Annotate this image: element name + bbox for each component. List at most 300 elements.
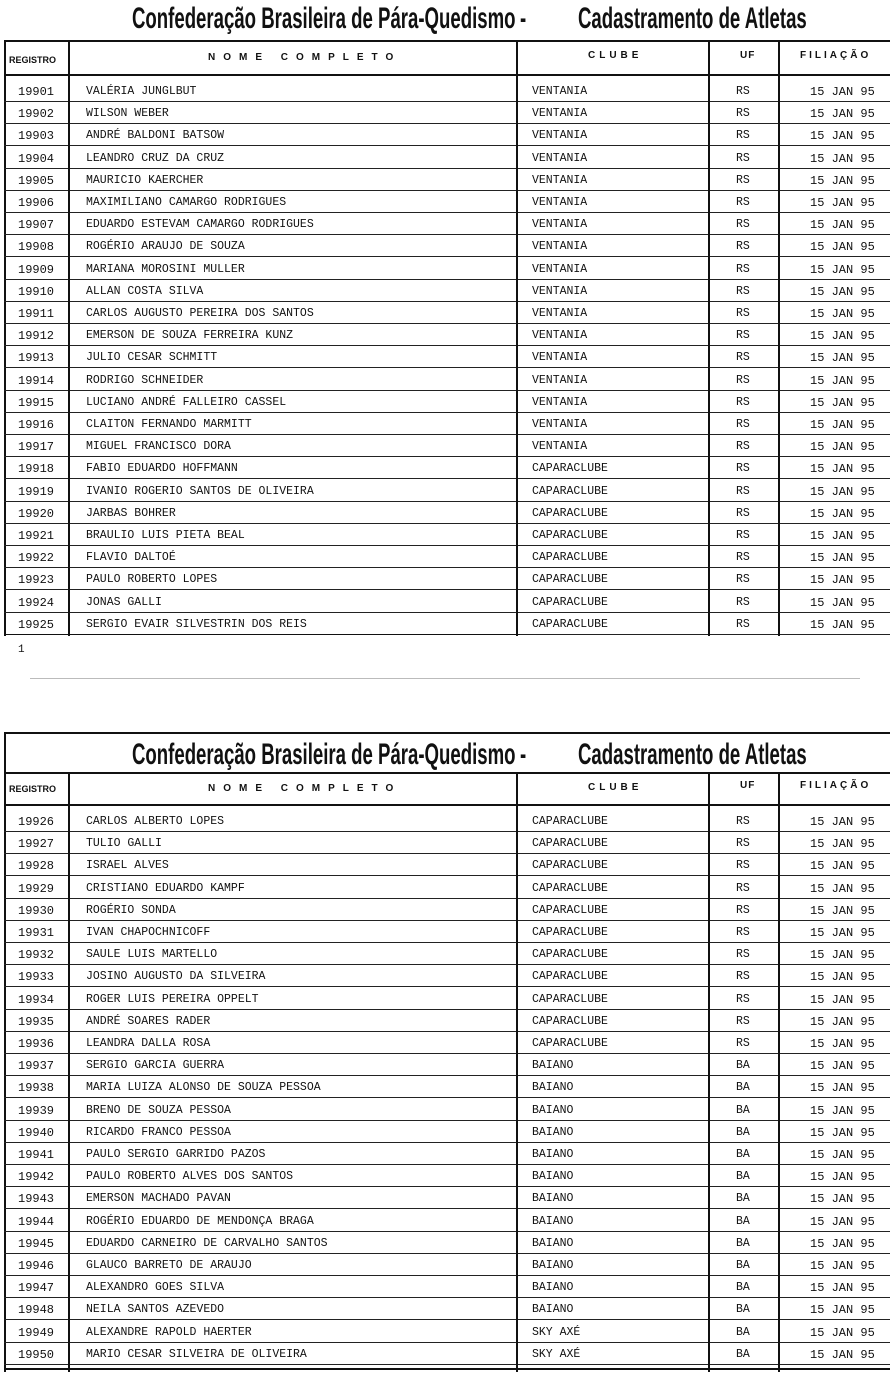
filiacao-cell: 15 JAN 95 bbox=[810, 529, 875, 543]
filiacao-cell: 15 JAN 95 bbox=[810, 815, 875, 829]
filiacao-cell: 15 JAN 95 bbox=[810, 1325, 875, 1340]
clube-cell: CAPARACLUBE bbox=[532, 1037, 608, 1050]
row-rule bbox=[70, 256, 516, 257]
row-rule bbox=[4, 367, 68, 368]
clube-cell: BAIANO bbox=[532, 1103, 574, 1117]
registro-cell: 19909 bbox=[18, 262, 55, 277]
row-rule bbox=[4, 853, 68, 854]
row-rule bbox=[780, 1009, 890, 1010]
row-rule bbox=[4, 545, 68, 546]
registro-cell: 19929 bbox=[18, 881, 55, 896]
uf-cell: RS bbox=[736, 551, 750, 565]
row-rule bbox=[4, 434, 68, 435]
uf-cell: BA bbox=[736, 1148, 750, 1161]
nome-cell: MARIA LUIZA ALONSO DE SOUZA PESSOA bbox=[86, 1081, 321, 1095]
nome-cell: SAULE LUIS MARTELLO bbox=[86, 948, 218, 962]
registro-cell: 19934 bbox=[18, 992, 55, 1007]
row-rule bbox=[780, 256, 890, 257]
nome-cell: MIGUEL FRANCISCO DORA bbox=[86, 440, 231, 454]
uf-cell: BA bbox=[736, 1059, 750, 1073]
row-rule bbox=[518, 545, 708, 546]
row-rule bbox=[70, 589, 516, 590]
uf-cell: BA bbox=[736, 1303, 750, 1317]
row-rule bbox=[70, 1231, 516, 1232]
row-rule bbox=[710, 212, 778, 213]
uf-cell: RS bbox=[736, 573, 750, 587]
clube-cell: CAPARACLUBE bbox=[532, 970, 608, 984]
row-rule bbox=[710, 190, 778, 191]
clube-cell: CAPARACLUBE bbox=[532, 484, 608, 498]
athlete-row bbox=[4, 992, 890, 1014]
row-rule bbox=[518, 1053, 708, 1054]
row-rule bbox=[710, 1231, 778, 1232]
clube-cell: CAPARACLUBE bbox=[532, 529, 608, 542]
row-rule bbox=[70, 1186, 516, 1187]
filiacao-cell: 15 JAN 95 bbox=[810, 1037, 875, 1051]
row-rule bbox=[710, 875, 778, 876]
row-rule bbox=[518, 831, 708, 832]
title-document: Cadastramento de Atletas bbox=[578, 738, 807, 771]
row-rule bbox=[70, 1031, 516, 1032]
row-rule bbox=[710, 301, 778, 302]
row-rule bbox=[780, 920, 890, 921]
clube-cell: CAPARACLUBE bbox=[532, 1014, 608, 1028]
filiacao-cell: 15 JAN 95 bbox=[810, 926, 875, 940]
athlete-row bbox=[4, 969, 890, 991]
row-rule bbox=[518, 323, 708, 324]
clube-cell: CAPARACLUBE bbox=[532, 617, 608, 631]
athlete-row bbox=[4, 1147, 890, 1169]
clube-cell: CAPARACLUBE bbox=[532, 815, 608, 828]
row-rule bbox=[780, 1186, 890, 1187]
registro-cell: 19905 bbox=[18, 173, 55, 188]
row-rule bbox=[70, 145, 516, 146]
row-rule bbox=[710, 412, 778, 413]
row-rule bbox=[780, 831, 890, 832]
filiacao-cell: 15 JAN 95 bbox=[810, 573, 875, 588]
row-rule bbox=[70, 920, 516, 921]
uf-cell: BA bbox=[736, 1103, 750, 1117]
filiacao-cell: 15 JAN 95 bbox=[810, 1059, 875, 1074]
row-rule bbox=[780, 190, 890, 191]
row-rule bbox=[70, 964, 516, 965]
row-rule bbox=[70, 942, 516, 943]
row-rule bbox=[70, 523, 516, 524]
clube-cell: VENTANIA bbox=[532, 196, 588, 209]
registro-cell: 19919 bbox=[18, 484, 55, 499]
row-rule bbox=[710, 964, 778, 965]
row-rule bbox=[710, 1319, 778, 1320]
row-rule bbox=[710, 1142, 778, 1143]
nome-cell: MAXIMILIANO CAMARGO RODRIGUES bbox=[86, 196, 287, 209]
row-rule bbox=[780, 123, 890, 124]
row-rule bbox=[70, 1164, 516, 1165]
registro-cell: 19923 bbox=[18, 573, 55, 588]
athlete-row bbox=[4, 173, 890, 195]
filiacao-cell: 15 JAN 95 bbox=[810, 948, 875, 963]
row-rule bbox=[518, 853, 708, 854]
registro-cell: 19904 bbox=[18, 151, 55, 166]
registro-cell: 19910 bbox=[18, 284, 55, 299]
row-rule bbox=[518, 920, 708, 921]
row-rule bbox=[518, 523, 708, 524]
row-rule bbox=[780, 1342, 890, 1343]
uf-cell: BA bbox=[736, 1125, 750, 1139]
row-rule bbox=[518, 256, 708, 257]
clube-cell: VENTANIA bbox=[532, 440, 588, 454]
row-rule bbox=[780, 523, 890, 524]
filiacao-cell: 15 JAN 95 bbox=[810, 1125, 875, 1140]
row-rule bbox=[518, 367, 708, 368]
athlete-row bbox=[4, 373, 890, 395]
nome-cell: PAULO SERGIO GARRIDO PAZOS bbox=[86, 1148, 266, 1161]
nome-cell: ALEXANDRE RAPOLD HAERTER bbox=[86, 1325, 252, 1339]
clube-cell: CAPARACLUBE bbox=[532, 595, 608, 609]
row-rule bbox=[780, 1231, 890, 1232]
uf-cell: RS bbox=[736, 373, 750, 387]
clube-cell: VENTANIA bbox=[532, 329, 588, 343]
row-rule bbox=[518, 101, 708, 102]
row-rule bbox=[518, 345, 708, 346]
registro-cell: 19914 bbox=[18, 373, 55, 388]
uf-cell: RS bbox=[736, 859, 750, 873]
header-bottom-rule bbox=[4, 74, 890, 76]
uf-cell: RS bbox=[736, 440, 750, 454]
row-rule bbox=[710, 523, 778, 524]
registro-cell: 19948 bbox=[18, 1303, 55, 1318]
nome-cell: SERGIO GARCIA GUERRA bbox=[86, 1059, 225, 1073]
row-rule bbox=[780, 412, 890, 413]
row-rule bbox=[710, 589, 778, 590]
row-rule bbox=[780, 145, 890, 146]
uf-cell: RS bbox=[736, 418, 750, 431]
row-rule bbox=[4, 412, 68, 413]
registro-cell: 19913 bbox=[18, 351, 55, 366]
uf-cell: RS bbox=[736, 151, 750, 165]
row-rule bbox=[710, 1275, 778, 1276]
uf-cell: RS bbox=[736, 284, 750, 298]
clube-cell: VENTANIA bbox=[532, 129, 588, 143]
clube-cell: VENTANIA bbox=[532, 284, 588, 298]
sheet-title bbox=[0, 2, 890, 42]
uf-cell: BA bbox=[736, 1325, 750, 1339]
row-rule bbox=[4, 1253, 68, 1254]
registro-cell: 19921 bbox=[18, 529, 55, 543]
row-rule bbox=[518, 145, 708, 146]
row-rule bbox=[70, 612, 516, 613]
registro-cell: 19915 bbox=[18, 395, 55, 410]
athlete-row bbox=[4, 84, 890, 106]
nome-cell: ANDRÉ SOARES RADER bbox=[86, 1014, 211, 1028]
row-rule bbox=[710, 279, 778, 280]
row-rule bbox=[4, 1120, 68, 1121]
row-rule bbox=[4, 279, 68, 280]
row-rule bbox=[70, 1364, 516, 1365]
athlete-row bbox=[4, 306, 890, 328]
uf-cell: BA bbox=[736, 1347, 750, 1361]
row-rule bbox=[518, 634, 708, 635]
row-rule bbox=[780, 323, 890, 324]
row-rule bbox=[70, 212, 516, 213]
nome-cell: MARIANA MOROSINI MULLER bbox=[86, 262, 245, 276]
row-rule bbox=[70, 123, 516, 124]
row-rule bbox=[518, 1319, 708, 1320]
row-rule bbox=[4, 942, 68, 943]
row-rule bbox=[4, 145, 68, 146]
nome-cell: CRISTIANO EDUARDO KAMPF bbox=[86, 881, 245, 895]
row-rule bbox=[710, 434, 778, 435]
uf-cell: BA bbox=[736, 1081, 750, 1095]
clube-cell: BAIANO bbox=[532, 1214, 574, 1228]
row-rule bbox=[70, 301, 516, 302]
row-rule bbox=[710, 1097, 778, 1098]
row-rule bbox=[710, 1364, 778, 1365]
uf-cell: RS bbox=[736, 484, 750, 498]
row-rule bbox=[4, 1319, 68, 1320]
row-rule bbox=[70, 190, 516, 191]
row-rule bbox=[518, 898, 708, 899]
registro-cell: 19940 bbox=[18, 1125, 55, 1140]
row-rule bbox=[710, 1164, 778, 1165]
registro-cell: 19906 bbox=[18, 196, 55, 210]
row-rule bbox=[710, 234, 778, 235]
row-rule bbox=[780, 875, 890, 876]
nome-cell: JONAS GALLI bbox=[86, 595, 162, 609]
row-rule bbox=[70, 434, 516, 435]
row-rule bbox=[70, 1120, 516, 1121]
registro-cell: 19901 bbox=[18, 85, 55, 99]
uf-cell: RS bbox=[736, 240, 750, 254]
row-rule bbox=[4, 478, 68, 479]
nome-cell: RODRIGO SCHNEIDER bbox=[86, 373, 204, 387]
filiacao-cell: 15 JAN 95 bbox=[810, 1014, 875, 1029]
row-rule bbox=[70, 853, 516, 854]
nome-cell: ROGÉRIO SONDA bbox=[86, 903, 176, 917]
athlete-row bbox=[4, 1014, 890, 1036]
row-rule bbox=[518, 456, 708, 457]
row-rule bbox=[4, 168, 68, 169]
clube-cell: VENTANIA bbox=[532, 173, 588, 187]
row-rule bbox=[70, 545, 516, 546]
uf-cell: RS bbox=[736, 617, 750, 631]
row-rule bbox=[4, 612, 68, 613]
clube-cell: CAPARACLUBE bbox=[532, 573, 608, 587]
clube-cell: SKY AXÉ bbox=[532, 1325, 581, 1339]
uf-cell: RS bbox=[736, 595, 750, 609]
row-rule bbox=[518, 1231, 708, 1232]
filiacao-cell: 15 JAN 95 bbox=[810, 484, 875, 499]
row-rule bbox=[710, 345, 778, 346]
nome-cell: ROGER LUIS PEREIRA OPPELT bbox=[86, 992, 259, 1006]
filiacao-cell: 15 JAN 95 bbox=[810, 440, 875, 455]
row-rule bbox=[780, 168, 890, 169]
row-rule bbox=[4, 1097, 68, 1098]
row-rule bbox=[518, 168, 708, 169]
row-rule bbox=[780, 367, 890, 368]
row-rule bbox=[4, 1164, 68, 1165]
column-header-clube: CLUBE bbox=[588, 782, 643, 793]
registro-cell: 19927 bbox=[18, 837, 55, 852]
row-rule bbox=[710, 853, 778, 854]
filiacao-cell: 15 JAN 95 bbox=[810, 1347, 875, 1362]
nome-cell: CLAITON FERNANDO MARMITT bbox=[86, 418, 252, 431]
nome-cell: RICARDO FRANCO PESSOA bbox=[86, 1125, 231, 1139]
row-rule bbox=[70, 567, 516, 568]
clube-cell: VENTANIA bbox=[532, 151, 588, 165]
registro-cell: 19943 bbox=[18, 1192, 55, 1207]
row-rule bbox=[4, 123, 68, 124]
row-rule bbox=[4, 345, 68, 346]
row-rule bbox=[710, 456, 778, 457]
row-rule bbox=[518, 190, 708, 191]
clube-cell: BAIANO bbox=[532, 1170, 574, 1184]
row-rule bbox=[4, 1075, 68, 1076]
row-rule bbox=[710, 145, 778, 146]
row-rule bbox=[70, 323, 516, 324]
athlete-row bbox=[4, 417, 890, 439]
registro-cell: 19936 bbox=[18, 1037, 55, 1051]
filiacao-cell: 15 JAN 95 bbox=[810, 595, 875, 610]
column-header-clube: CLUBE bbox=[588, 50, 643, 61]
athlete-row bbox=[4, 1058, 890, 1080]
row-rule bbox=[518, 1164, 708, 1165]
row-rule bbox=[780, 589, 890, 590]
uf-cell: BA bbox=[736, 1236, 750, 1250]
clube-cell: BAIANO bbox=[532, 1125, 574, 1139]
row-rule bbox=[518, 123, 708, 124]
filiacao-cell: 15 JAN 95 bbox=[810, 617, 875, 632]
page-number: 1 bbox=[18, 644, 25, 656]
row-rule bbox=[710, 1208, 778, 1209]
row-rule bbox=[780, 964, 890, 965]
row-rule bbox=[710, 634, 778, 635]
row-rule bbox=[780, 212, 890, 213]
row-rule bbox=[518, 1120, 708, 1121]
row-rule bbox=[4, 567, 68, 568]
row-rule bbox=[710, 986, 778, 987]
filiacao-cell: 15 JAN 95 bbox=[810, 262, 875, 277]
registro-cell: 19907 bbox=[18, 218, 55, 233]
row-rule bbox=[4, 501, 68, 502]
uf-cell: RS bbox=[736, 926, 750, 939]
header-top-rule bbox=[4, 772, 890, 774]
row-rule bbox=[710, 256, 778, 257]
row-rule bbox=[4, 1142, 68, 1143]
title-document: Cadastramento de Atletas bbox=[578, 2, 807, 35]
row-rule bbox=[4, 1297, 68, 1298]
clube-cell: BAIANO bbox=[532, 1059, 574, 1073]
row-rule bbox=[70, 168, 516, 169]
row-rule bbox=[710, 1342, 778, 1343]
filiacao-cell: 15 JAN 95 bbox=[810, 881, 875, 896]
registro-cell: 19924 bbox=[18, 595, 55, 610]
column-header-nome: NOME COMPLETO bbox=[208, 783, 402, 794]
row-rule bbox=[780, 1253, 890, 1254]
filiacao-cell: 15 JAN 95 bbox=[810, 1259, 875, 1273]
nome-cell: JOSINO AUGUSTO DA SILVEIRA bbox=[86, 970, 266, 984]
row-rule bbox=[70, 1075, 516, 1076]
registro-cell: 19922 bbox=[18, 551, 55, 566]
athlete-row bbox=[4, 550, 890, 572]
filiacao-cell: 15 JAN 95 bbox=[810, 1192, 875, 1207]
row-rule bbox=[518, 412, 708, 413]
registro-cell: 19937 bbox=[18, 1059, 55, 1074]
filiacao-cell: 15 JAN 95 bbox=[810, 1148, 875, 1162]
athlete-row bbox=[4, 1191, 890, 1213]
filiacao-cell: 15 JAN 95 bbox=[810, 551, 875, 566]
row-rule bbox=[518, 434, 708, 435]
row-rule bbox=[4, 323, 68, 324]
row-rule bbox=[70, 234, 516, 235]
nome-cell: PAULO ROBERTO ALVES DOS SANTOS bbox=[86, 1170, 294, 1184]
uf-cell: BA bbox=[736, 1192, 750, 1206]
athlete-row bbox=[4, 1302, 890, 1324]
nome-cell: TULIO GALLI bbox=[86, 837, 162, 851]
row-rule bbox=[70, 501, 516, 502]
row-rule bbox=[710, 1053, 778, 1054]
clube-cell: BAIANO bbox=[532, 1192, 574, 1206]
registro-cell: 19949 bbox=[18, 1325, 55, 1340]
clube-cell: BAIANO bbox=[532, 1259, 574, 1272]
row-rule bbox=[518, 1009, 708, 1010]
athlete-row bbox=[4, 484, 890, 506]
filiacao-cell: 15 JAN 95 bbox=[810, 462, 875, 477]
row-rule bbox=[710, 1120, 778, 1121]
row-rule bbox=[780, 545, 890, 546]
row-rule bbox=[518, 1075, 708, 1076]
row-rule bbox=[4, 986, 68, 987]
athlete-row bbox=[4, 903, 890, 925]
uf-cell: RS bbox=[736, 129, 750, 143]
nome-cell: ALLAN COSTA SILVA bbox=[86, 284, 204, 298]
row-rule bbox=[4, 831, 68, 832]
row-rule bbox=[780, 986, 890, 987]
row-rule bbox=[780, 279, 890, 280]
row-rule bbox=[4, 234, 68, 235]
registro-cell: 19920 bbox=[18, 506, 55, 521]
row-rule bbox=[710, 545, 778, 546]
registro-cell: 19944 bbox=[18, 1214, 55, 1229]
row-rule bbox=[710, 323, 778, 324]
row-rule bbox=[710, 1297, 778, 1298]
registro-cell: 19947 bbox=[18, 1281, 55, 1296]
athlete-row bbox=[4, 925, 890, 947]
row-rule bbox=[70, 1319, 516, 1320]
clube-cell: CAPARACLUBE bbox=[532, 837, 608, 851]
nome-cell: GLAUCO BARRETO DE ARAUJO bbox=[86, 1259, 252, 1272]
row-rule bbox=[780, 1120, 890, 1121]
registro-cell: 19908 bbox=[18, 240, 55, 255]
row-rule bbox=[780, 478, 890, 479]
clube-cell: VENTANIA bbox=[532, 85, 588, 98]
header-top-rule bbox=[4, 40, 890, 42]
row-rule bbox=[710, 367, 778, 368]
athlete-row bbox=[4, 1280, 890, 1302]
row-rule bbox=[518, 1097, 708, 1098]
row-rule bbox=[780, 634, 890, 635]
row-rule bbox=[780, 456, 890, 457]
row-rule bbox=[70, 478, 516, 479]
column-header-uf: UF bbox=[740, 780, 756, 791]
athlete-row bbox=[4, 1325, 890, 1347]
row-rule bbox=[4, 964, 68, 965]
athlete-row bbox=[4, 1125, 890, 1147]
row-rule bbox=[4, 1231, 68, 1232]
uf-cell: RS bbox=[736, 107, 750, 121]
clube-cell: CAPARACLUBE bbox=[532, 903, 608, 917]
uf-cell: RS bbox=[736, 85, 750, 98]
athlete-row bbox=[4, 284, 890, 306]
